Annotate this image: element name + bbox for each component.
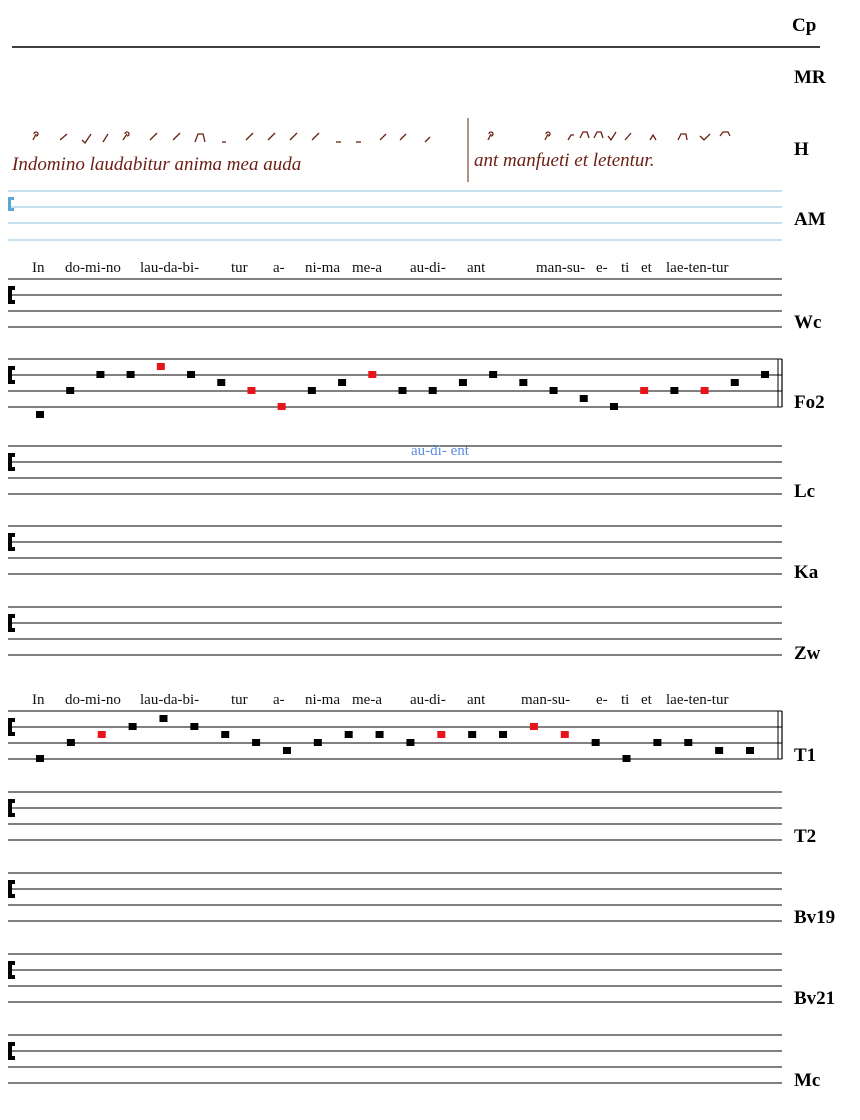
manuscript-h-facsimile bbox=[11, 118, 730, 182]
lyric-syllable: man-su- bbox=[521, 692, 571, 708]
lyric-syllable: au-di- bbox=[410, 692, 446, 708]
square-neume-icon bbox=[190, 723, 198, 730]
square-neume-icon bbox=[66, 387, 74, 394]
square-neume-icon bbox=[36, 411, 44, 418]
lyric-syllable: a- bbox=[273, 260, 285, 276]
lyric-syllable: e- bbox=[596, 692, 608, 708]
square-neume-icon bbox=[519, 379, 527, 386]
lyric-syllable: do-mi-no bbox=[65, 260, 121, 276]
lyric-syllable: lae-ten-tur bbox=[666, 260, 729, 276]
square-neume-icon bbox=[437, 731, 445, 738]
lyric-syllable: In bbox=[32, 692, 45, 708]
square-neume-icon bbox=[376, 731, 384, 738]
siglum-mc: Mc bbox=[794, 1070, 821, 1091]
square-neume-icon bbox=[429, 387, 437, 394]
square-neume-icon bbox=[221, 731, 229, 738]
variant-lyric-fo2: au-di- ent bbox=[411, 443, 469, 459]
square-neume-icon bbox=[338, 379, 346, 386]
square-neume-icon bbox=[530, 723, 538, 730]
siglum-am: AM bbox=[794, 209, 826, 230]
siglum-ka: Ka bbox=[794, 562, 819, 583]
square-neume-icon bbox=[746, 747, 754, 754]
lyric-syllable: lae-ten-tur bbox=[666, 692, 729, 708]
square-neume-icon bbox=[550, 387, 558, 394]
lyric-syllable: a- bbox=[273, 692, 285, 708]
lyric-syllable: In bbox=[32, 260, 45, 276]
lyric-syllable: man-su- bbox=[536, 260, 586, 276]
lyric-syllable: me-a bbox=[352, 692, 382, 708]
manuscript-text-left: Indomino laudabitur anima mea auda bbox=[12, 154, 302, 175]
lyrics-lower bbox=[32, 692, 728, 708]
square-neume-icon bbox=[283, 747, 291, 754]
square-neume-icon bbox=[592, 739, 600, 746]
square-neume-icon bbox=[623, 755, 631, 762]
square-neume-icon bbox=[129, 723, 137, 730]
square-neume-icon bbox=[157, 363, 165, 370]
square-neume-icon bbox=[670, 387, 678, 394]
lyric-syllable: lau-da-bi- bbox=[140, 692, 200, 708]
lyric-syllable: tur bbox=[231, 692, 248, 708]
square-neume-icon bbox=[278, 403, 286, 410]
square-neume-icon bbox=[159, 715, 167, 722]
square-neume-icon bbox=[561, 731, 569, 738]
square-neume-icon bbox=[701, 387, 709, 394]
lyric-syllable: tur bbox=[231, 260, 248, 276]
siglum-mr: MR bbox=[794, 67, 826, 88]
square-neume-icon bbox=[98, 731, 106, 738]
lyric-syllable: ti bbox=[621, 260, 630, 276]
square-neume-icon bbox=[459, 379, 467, 386]
square-neume-icon bbox=[96, 371, 104, 378]
siglum-bv21: Bv21 bbox=[794, 988, 836, 1009]
square-neume-icon bbox=[489, 371, 497, 378]
square-neume-icon bbox=[217, 379, 225, 386]
siglum-fo2: Fo2 bbox=[794, 392, 825, 413]
square-neume-icon bbox=[610, 403, 618, 410]
square-neume-icon bbox=[399, 387, 407, 394]
lyric-syllable: me-a bbox=[352, 260, 382, 276]
square-neume-icon bbox=[36, 755, 44, 762]
lyric-syllable: ant bbox=[467, 692, 486, 708]
lyric-syllable: au-di- bbox=[410, 260, 446, 276]
square-neume-icon bbox=[640, 387, 648, 394]
siglum-lc: Lc bbox=[794, 481, 816, 502]
square-neume-icon bbox=[345, 731, 353, 738]
square-neume-icon bbox=[653, 739, 661, 746]
siglum-wc: Wc bbox=[794, 312, 822, 333]
square-neume-icon bbox=[715, 747, 723, 754]
lyric-syllable: ni-ma bbox=[305, 260, 340, 276]
square-neume-icon bbox=[127, 371, 135, 378]
square-neume-icon bbox=[187, 371, 195, 378]
square-neume-icon bbox=[580, 395, 588, 402]
lyric-syllable: et bbox=[641, 260, 652, 276]
square-neume-icon bbox=[731, 379, 739, 386]
lyric-syllable: ti bbox=[621, 692, 630, 708]
square-neume-icon bbox=[684, 739, 692, 746]
square-neume-icon bbox=[468, 731, 476, 738]
siglum-zw: Zw bbox=[794, 643, 821, 664]
lyric-syllable: ni-ma bbox=[305, 692, 340, 708]
siglum-t1: T1 bbox=[794, 745, 817, 766]
square-neume-icon bbox=[406, 739, 414, 746]
staff-am bbox=[8, 191, 782, 240]
lyric-syllable: et bbox=[641, 692, 652, 708]
lyrics-upper bbox=[32, 260, 728, 276]
c-clef-icon bbox=[8, 197, 14, 211]
adiastematic-neumes bbox=[33, 132, 730, 143]
square-neume-icon bbox=[247, 387, 255, 394]
square-neume-icon bbox=[368, 371, 376, 378]
square-neume-icon bbox=[67, 739, 75, 746]
manuscript-text-right: ant manfueti et letentur. bbox=[474, 150, 655, 171]
lyric-syllable: e- bbox=[596, 260, 608, 276]
lyric-syllable: do-mi-no bbox=[65, 692, 121, 708]
square-neume-icon bbox=[761, 371, 769, 378]
staves-group bbox=[8, 279, 782, 1083]
siglum-t2: T2 bbox=[794, 826, 817, 847]
lyric-syllable: ant bbox=[467, 260, 486, 276]
lyric-syllable: lau-da-bi- bbox=[140, 260, 200, 276]
square-neume-icon bbox=[252, 739, 260, 746]
siglum-h: H bbox=[794, 139, 809, 160]
siglum-cp: Cp bbox=[792, 15, 817, 36]
square-neume-icon bbox=[308, 387, 316, 394]
square-neume-icon bbox=[314, 739, 322, 746]
square-neume-icon bbox=[499, 731, 507, 738]
siglum-bv19: Bv19 bbox=[794, 907, 836, 928]
